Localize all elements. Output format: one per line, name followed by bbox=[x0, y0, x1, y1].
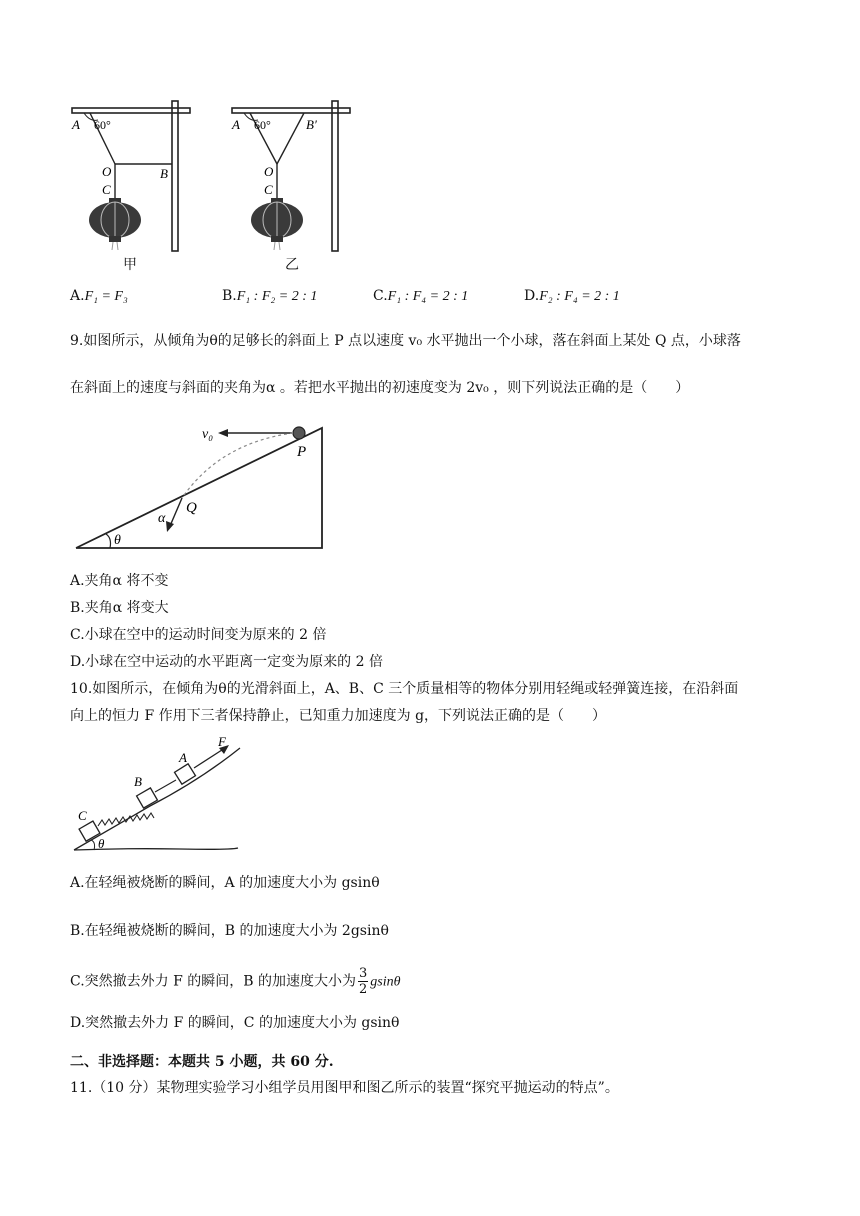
q8-left-C: C bbox=[102, 182, 111, 197]
q9-P-label: P bbox=[297, 444, 307, 460]
q8-figure-left bbox=[60, 96, 200, 276]
q8-right-caption: 乙 bbox=[285, 257, 299, 273]
q9-v0-label: v₀ bbox=[202, 427, 214, 442]
ball-icon bbox=[293, 427, 305, 439]
q9-theta-label: θ bbox=[114, 533, 121, 548]
q8-option-a: A.F₁ = F₃ bbox=[70, 288, 128, 304]
q8-left-B: B bbox=[160, 166, 168, 181]
q9-incline-figure bbox=[70, 418, 340, 558]
q10-stem-line2: 向上的恒力 F 作用下三者保持静止，已知重力加速度为 g，下列说法正确的是（ ） bbox=[70, 708, 607, 724]
q10-incline-figure bbox=[70, 736, 250, 858]
q8-option-b: B.F₁ : F₂ = 2 : 1 bbox=[222, 288, 318, 304]
section-2-heading: 二、非选择题：本题共 5 小题，共 60 分. bbox=[70, 1054, 334, 1070]
q8-right-A: A bbox=[232, 117, 240, 132]
lantern-icon bbox=[251, 198, 303, 250]
rope bbox=[155, 780, 176, 792]
q9-alpha-label: α bbox=[158, 511, 166, 526]
q10-stem-line1: 10.如图所示，在倾角为θ的光滑斜面上，A、B、C 三个质量相等的物体分别用轻绳或轻弹簧连接，在沿斜面 bbox=[70, 681, 739, 697]
q9-option-b: B.夹角α 将变大 bbox=[70, 600, 169, 616]
q9-Q-label: Q bbox=[186, 500, 197, 516]
q8-option-d: D.F₂ : F₄ = 2 : 1 bbox=[524, 288, 620, 304]
q9-option-d: D.小球在空中运动的水平距离一定变为原来的 2 倍 bbox=[70, 654, 383, 670]
block-B bbox=[137, 788, 158, 808]
q10-option-a: A.在轻绳被烧断的瞬间，A 的加速度大小为 gsinθ bbox=[70, 875, 380, 891]
q8-right-angle: 60° bbox=[254, 118, 271, 132]
q10-F-label: F bbox=[218, 736, 226, 749]
q8-left-caption: 甲 bbox=[123, 257, 137, 273]
block-C bbox=[79, 821, 100, 841]
q8-left-A: A bbox=[72, 117, 80, 132]
q10-C-label: C bbox=[78, 808, 87, 823]
lantern-icon bbox=[89, 198, 141, 250]
q8-right-O: O bbox=[264, 164, 274, 179]
q8-right-B: B′ bbox=[306, 117, 317, 132]
q10-option-c: C.突然撤去外力 F 的瞬间，B 的加速度大小为 $\frac{3}{2}$ gsinθ bbox=[70, 966, 401, 997]
q8-left-O: O bbox=[102, 164, 112, 179]
q11-stem: 11.（10 分）某物理实验学习小组学员用图甲和图乙所示的装置“探究平抛运动的特点”。 bbox=[70, 1080, 619, 1096]
q9-option-a: A.夹角α 将不变 bbox=[70, 573, 169, 589]
q8-right-C: C bbox=[264, 182, 273, 197]
q10-option-b: B.在轻绳被烧断的瞬间，B 的加速度大小为 2gsinθ bbox=[70, 923, 389, 939]
q10-theta-label: θ bbox=[98, 836, 105, 851]
q9-stem-line1: 9.如图所示，从倾角为θ的足够长的斜面上 P 点以速度 v₀ 水平抛出一个小球，落在斜面上某处 Q 点，小球落 bbox=[70, 333, 741, 349]
q8-left-angle: 60° bbox=[94, 118, 111, 132]
q10-A-label: A bbox=[179, 750, 187, 765]
q10-B-label: B bbox=[134, 774, 142, 789]
q8-option-c: C.F₁ : F₄ = 2 : 1 bbox=[373, 288, 469, 304]
q8-figure-right bbox=[222, 96, 362, 276]
q9-stem-line2: 在斜面上的速度与斜面的夹角为α 。若把水平抛出的初速度变为 2v₀ ，则下列说法正确的是（ ） bbox=[70, 380, 690, 396]
q10-option-d: D.突然撤去外力 F 的瞬间，C 的加速度大小为 gsinθ bbox=[70, 1015, 400, 1031]
q9-option-c: C.小球在空中的运动时间变为原来的 2 倍 bbox=[70, 627, 327, 643]
